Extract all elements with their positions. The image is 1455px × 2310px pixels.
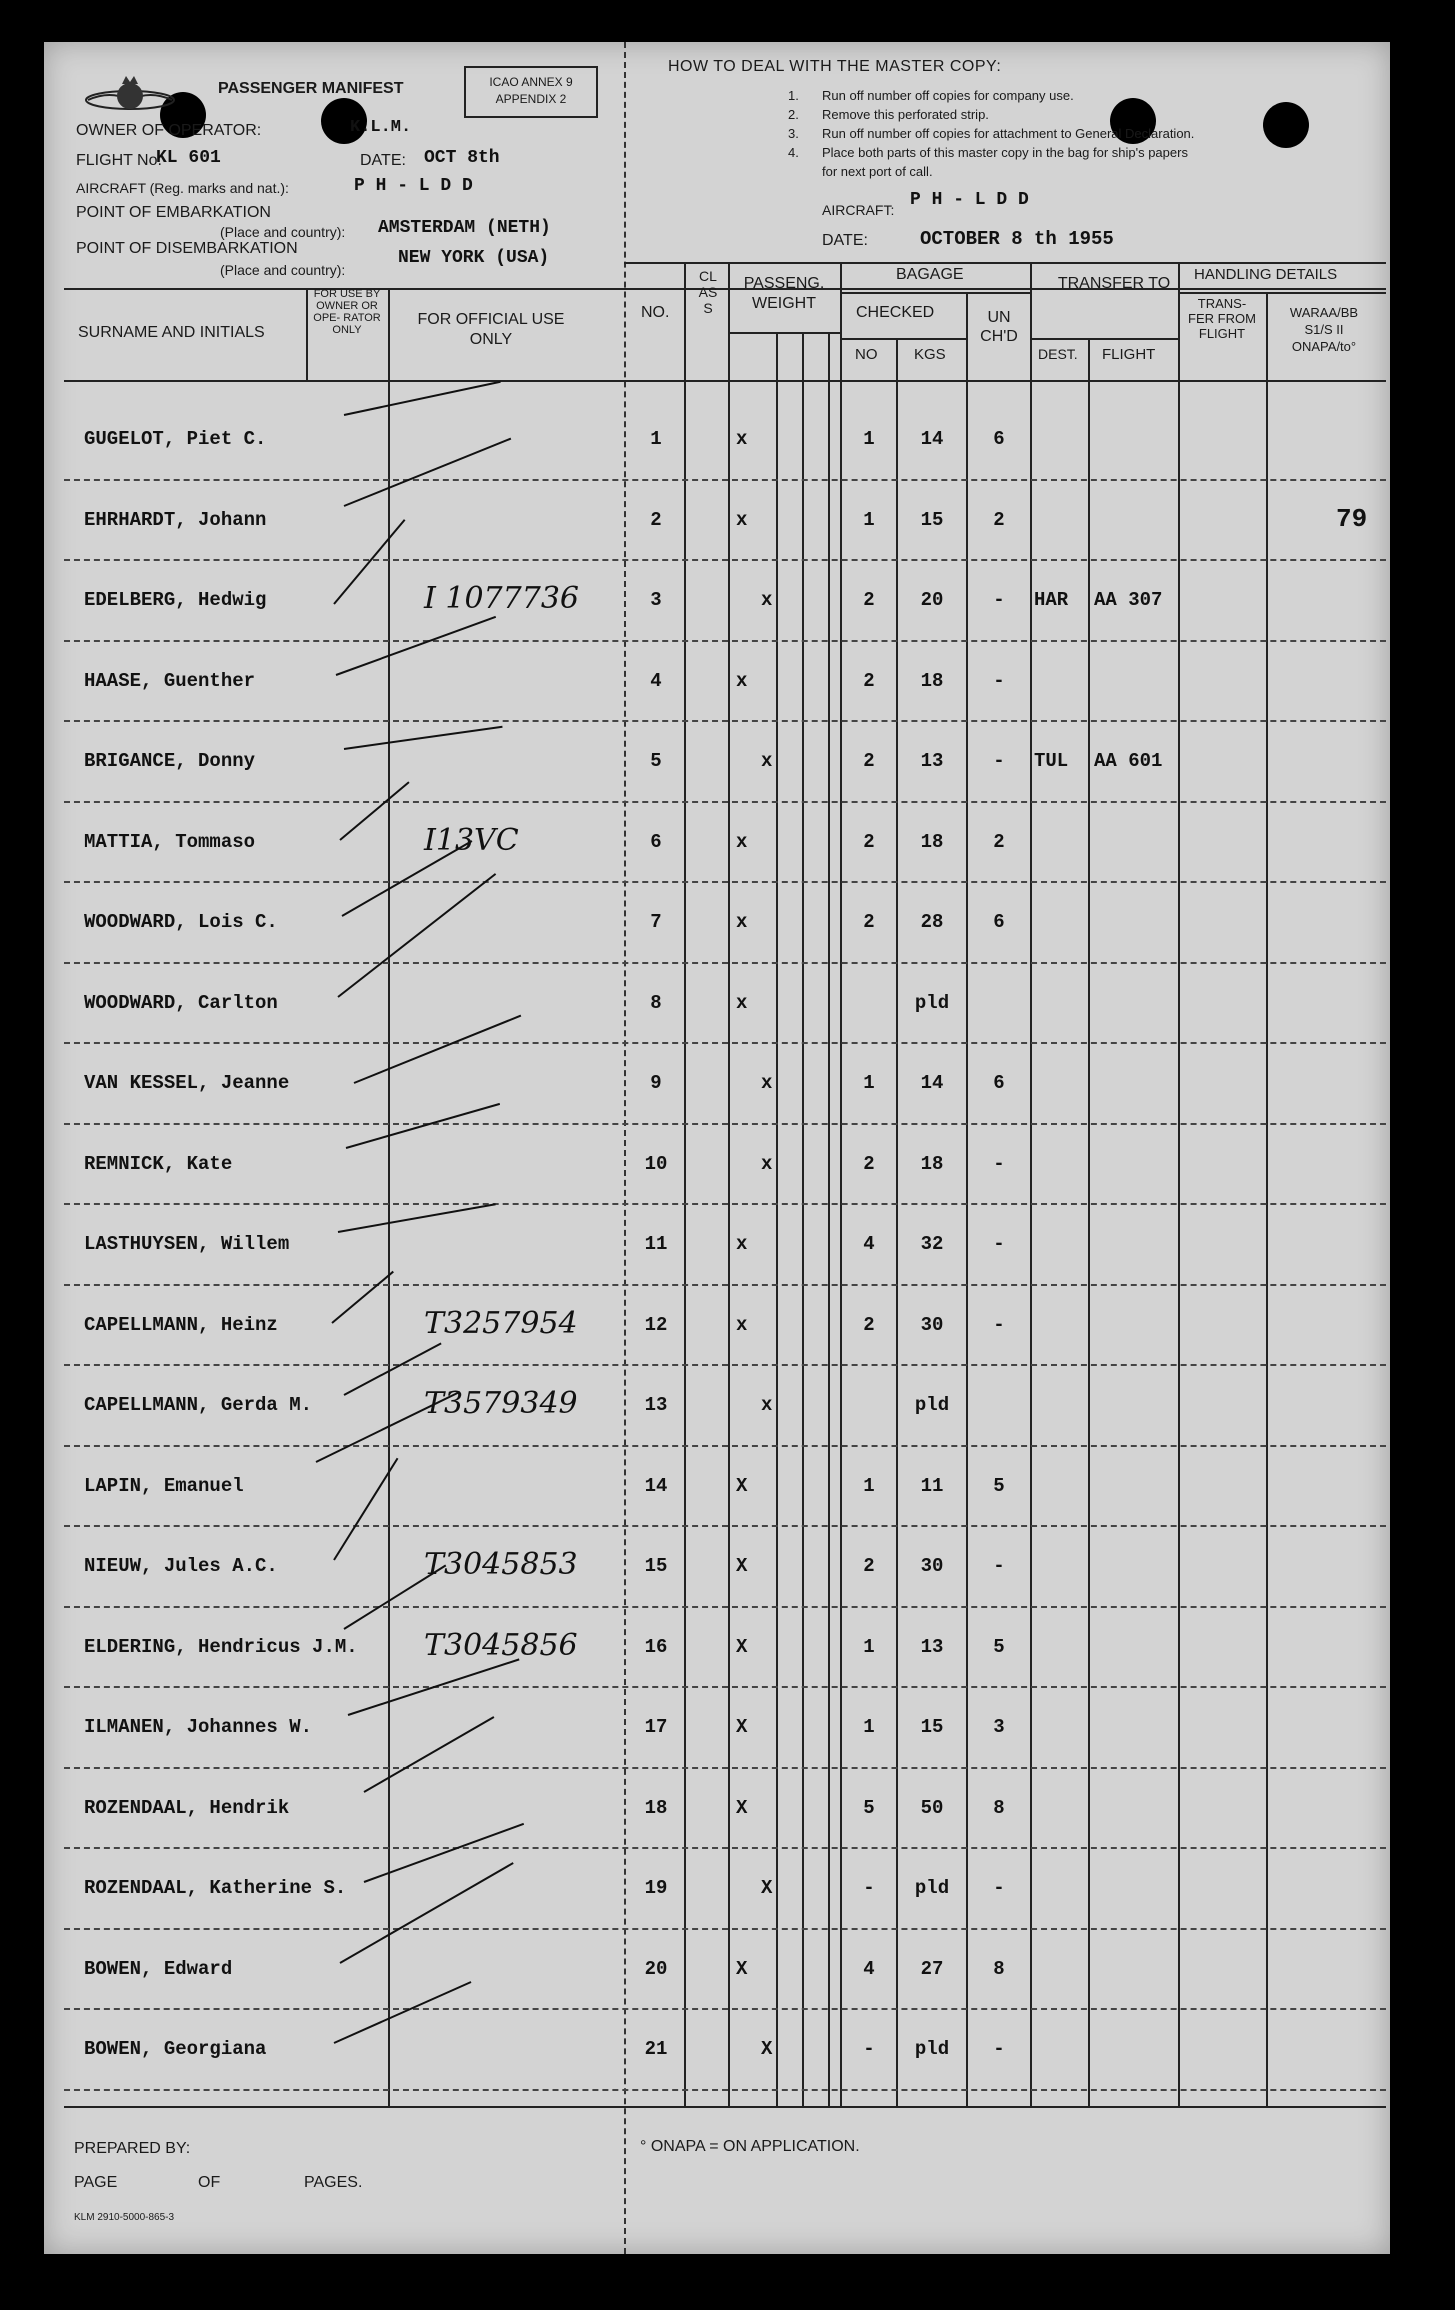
passenger-name: ILMANEN, Johannes W. <box>84 1716 313 1738</box>
bag-count: 2 <box>863 830 875 853</box>
bag-kgs: 18 <box>920 1152 944 1175</box>
bag-kgs: 13 <box>920 750 944 772</box>
handwritten-check <box>344 381 501 416</box>
passenger-name: LASTHUYSEN, Willem <box>84 1233 290 1255</box>
bag-unchecked: 6 <box>993 428 1005 450</box>
prepared-by: PREPARED BY: <box>74 2140 191 2157</box>
bag-kgs: 18 <box>920 830 944 853</box>
weight-mark: x <box>761 1072 773 1094</box>
row-divider <box>64 1606 1386 1608</box>
table-row <box>44 1851 1390 1932</box>
passenger-no: 1 <box>650 428 662 450</box>
official-number: I13VC <box>424 822 519 858</box>
table-row <box>44 966 1390 1047</box>
bag-count: 4 <box>863 1233 875 1255</box>
passenger-name: ROZENDAAL, Hendrik <box>84 1796 290 1819</box>
weight-mark: x <box>736 1313 748 1336</box>
weight-mark: x <box>761 1152 773 1175</box>
bag-count: 1 <box>863 1072 875 1094</box>
bag-unchecked: 8 <box>993 1957 1005 1980</box>
transfer-dest: TUL <box>1034 750 1069 772</box>
bag-count: 4 <box>863 1957 875 1980</box>
table-bottom-border <box>64 2106 1386 2108</box>
klm-logo <box>80 72 180 122</box>
bag-kgs: 15 <box>920 508 944 531</box>
passenger-name: CAPELLMANN, Heinz <box>84 1313 278 1336</box>
weight-mark: x <box>736 508 748 531</box>
instr-aircraft-value: P H - L D D <box>910 190 1029 210</box>
bag-kgs: 11 <box>920 1474 944 1497</box>
bag-kgs: 18 <box>920 669 944 692</box>
row-divider <box>64 1847 1386 1849</box>
table-row <box>44 1771 1390 1852</box>
bag-kgs: 32 <box>920 1233 944 1255</box>
icao-line2: APPENDIX 2 <box>495 92 567 106</box>
pages-label: PAGES. <box>304 2174 363 2191</box>
instruction-item: 4. Place both parts of this master copy in the bag for ship's papers <box>788 145 1188 160</box>
col-official: FOR OFFICIAL USE ONLY <box>417 311 565 348</box>
weight-mark: x <box>736 428 748 450</box>
bag-count: - <box>863 1877 875 1899</box>
passenger-no: 18 <box>644 1796 668 1819</box>
passenger-no: 10 <box>644 1152 668 1175</box>
weight-mark: x <box>736 830 748 853</box>
col-bagage: BAGAGE <box>896 266 964 283</box>
passenger-no: 4 <box>650 669 662 692</box>
onapa-note: ° ONAPA = ON APPLICATION. <box>640 2138 860 2155</box>
weight-mark: x <box>761 750 773 772</box>
weight-mark: X <box>736 1635 748 1658</box>
col-no: NO. <box>641 304 670 321</box>
bag-kgs: 27 <box>920 1957 944 1980</box>
punch-hole <box>1263 102 1309 148</box>
col-handling: HANDLING DETAILS <box>1194 266 1338 283</box>
bag-kgs: 28 <box>920 911 944 933</box>
passenger-name: ROZENDAAL, Katherine S. <box>84 1877 347 1899</box>
col-surname: SURNAME AND INITIALS <box>78 324 265 341</box>
bag-count: 1 <box>863 1635 875 1658</box>
passenger-name: HAASE, Guenther <box>84 669 256 692</box>
transfer-flight: AA 307 <box>1094 589 1163 611</box>
row-divider <box>64 1525 1386 1527</box>
bag-unchecked: - <box>993 589 1005 611</box>
passenger-name: ELDERING, Hendricus J.M. <box>84 1635 358 1658</box>
col-flight: FLIGHT <box>1102 346 1156 363</box>
table-row <box>44 1690 1390 1771</box>
passenger-name: BOWEN, Edward <box>84 1957 233 1980</box>
transfer-flight: AA 601 <box>1094 750 1163 772</box>
weight-mark: X <box>736 1716 748 1738</box>
disembark-label: POINT OF DISEMBARKATION <box>76 240 298 257</box>
handwritten-check <box>344 726 503 750</box>
bag-unchecked: - <box>993 2038 1005 2060</box>
icao-line1: ICAO ANNEX 9 <box>489 75 573 89</box>
grid-line <box>1178 292 1386 294</box>
instructions-list <box>788 86 1194 181</box>
weight-mark: X <box>736 1555 748 1577</box>
bag-kgs: pld <box>914 2038 950 2060</box>
table-row <box>44 1529 1390 1610</box>
row-divider <box>64 1284 1386 1286</box>
weight-mark: x <box>736 669 748 692</box>
instr-date-value: OCTOBER 8 th 1955 <box>920 228 1114 250</box>
table-row <box>44 1288 1390 1369</box>
table-row <box>44 644 1390 725</box>
bag-count: 1 <box>863 428 875 450</box>
table-row <box>44 724 1390 805</box>
weight-mark: x <box>736 1233 748 1255</box>
weight-mark: x <box>736 911 748 933</box>
grid-line <box>306 288 308 380</box>
grid-line <box>728 332 840 334</box>
passenger-name: WOODWARD, Carlton <box>84 991 278 1014</box>
weight-mark: X <box>736 1957 748 1980</box>
passenger-no: 19 <box>644 1877 668 1899</box>
handwritten-check <box>338 1203 496 1233</box>
passenger-name: CAPELLMANN, Gerda M. <box>84 1394 313 1416</box>
flight-value: KL 601 <box>156 148 221 168</box>
passenger-name: NIEUW, Jules A.C. <box>84 1555 278 1577</box>
form-number: KLM 2910-5000-865-3 <box>74 2212 175 2223</box>
manifest-title: PASSENGER MANIFEST <box>218 80 404 97</box>
grid-line <box>840 292 1030 294</box>
passenger-no: 5 <box>650 750 662 772</box>
row-divider <box>64 2089 1386 2091</box>
embark-label: POINT OF EMBARKATION <box>76 204 271 221</box>
bag-count: - <box>863 2038 875 2060</box>
passenger-no: 17 <box>644 1716 668 1738</box>
passenger-no: 9 <box>650 1072 662 1094</box>
passenger-name: MATTIA, Tommaso <box>84 830 256 853</box>
row-divider <box>64 1686 1386 1688</box>
passenger-no: 11 <box>644 1233 668 1255</box>
table-row <box>44 1368 1390 1449</box>
bag-unchecked: - <box>993 1233 1005 1255</box>
table-row <box>44 1127 1390 1208</box>
passenger-no: 14 <box>644 1474 668 1497</box>
grid-line <box>1030 338 1178 340</box>
row-divider <box>64 1445 1386 1447</box>
bag-unchecked: - <box>993 1313 1005 1336</box>
passenger-name: EHRHARDT, Johann <box>84 508 267 531</box>
bag-count: 2 <box>863 1555 875 1577</box>
col-checked-kgs: KGS <box>914 346 946 363</box>
col-weight: PASSENG. WEIGHT <box>743 275 825 312</box>
row-divider <box>64 2008 1386 2010</box>
table-row <box>44 885 1390 966</box>
owner-value: K.L.M. <box>350 118 412 137</box>
disembark-value: NEW YORK (USA) <box>398 248 550 268</box>
table-row <box>44 483 1390 564</box>
bag-count: 2 <box>863 589 875 611</box>
weight-mark: x <box>761 1394 773 1416</box>
col-unchd: UN CH'D <box>980 309 1018 345</box>
col-checked: CHECKED <box>856 304 935 321</box>
official-number: T3579349 <box>424 1386 578 1421</box>
manifest-sheet <box>44 42 1390 2254</box>
row-divider <box>64 1042 1386 1044</box>
row-divider <box>64 559 1386 561</box>
instr-date-label: DATE: <box>822 232 868 249</box>
col-class: CLASS <box>698 268 718 316</box>
weight-mark: X <box>736 1796 748 1819</box>
bag-kgs: 30 <box>920 1555 944 1577</box>
bag-unchecked: 5 <box>993 1474 1005 1497</box>
passenger-name: VAN KESSEL, Jeanne <box>84 1072 290 1094</box>
instruction-item: 1. Run off number off copies for company use. <box>788 88 1074 103</box>
row-divider <box>64 479 1386 481</box>
passenger-name: GUGELOT, Piet C. <box>84 428 267 450</box>
grid-line <box>624 262 1386 264</box>
embark-sub: (Place and country): <box>220 224 346 240</box>
passenger-no: 6 <box>650 830 662 853</box>
col-transfer-from: TRANS- FER FROM FLIGHT <box>1188 296 1256 341</box>
weight-mark: x <box>761 589 773 611</box>
bag-unchecked: 6 <box>993 1072 1005 1094</box>
bag-count: 2 <box>863 1152 875 1175</box>
bag-unchecked: 2 <box>993 830 1005 853</box>
table-row <box>44 1046 1390 1127</box>
passenger-no: 20 <box>644 1957 668 1980</box>
flight-label: FLIGHT No. <box>76 152 162 169</box>
passenger-no: 16 <box>644 1635 668 1658</box>
passenger-no: 21 <box>644 2038 668 2060</box>
bag-unchecked: 2 <box>993 508 1005 531</box>
bag-count: 1 <box>863 1716 875 1738</box>
table-row <box>44 1207 1390 1288</box>
table-header-bottom <box>64 380 1386 382</box>
date-value: OCT 8th <box>424 148 500 168</box>
instruction-item: 2. Remove this perforated strip. <box>788 107 989 122</box>
row-divider <box>64 1123 1386 1125</box>
of-label: OF <box>198 2174 221 2191</box>
row-divider <box>64 640 1386 642</box>
bag-kgs: 15 <box>920 1716 944 1738</box>
bag-count: 2 <box>863 911 875 933</box>
disembark-sub: (Place and country): <box>220 262 346 278</box>
table-row <box>44 1449 1390 1530</box>
bag-count: 1 <box>863 508 875 531</box>
passenger-no: 2 <box>650 508 662 531</box>
official-number: T3045853 <box>424 1547 578 1582</box>
transfer-dest: HAR <box>1034 589 1069 611</box>
passenger-no: 12 <box>644 1313 668 1336</box>
passenger-name: LAPIN, Emanuel <box>84 1474 244 1497</box>
bag-count: 5 <box>863 1796 875 1819</box>
row-divider <box>64 720 1386 722</box>
bag-kgs: pld <box>914 1394 950 1416</box>
bag-unchecked: 6 <box>993 911 1005 933</box>
col-transfer: TRANSFER TO <box>1057 275 1171 292</box>
bag-kgs: pld <box>914 991 950 1014</box>
icao-box <box>464 66 598 118</box>
col-waraa: WARAA/BB S1/S II ONAPA/to° <box>1289 305 1359 354</box>
bag-count: 2 <box>863 750 875 772</box>
bag-count: 2 <box>863 669 875 692</box>
row-divider <box>64 1767 1386 1769</box>
embark-value: AMSTERDAM (NETH) <box>378 218 551 238</box>
table-row <box>44 2012 1390 2093</box>
aircraft-label: AIRCRAFT (Reg. marks and nat.): <box>76 180 289 196</box>
row-divider <box>64 801 1386 803</box>
instruction-item: for next port of call. <box>822 164 933 179</box>
weight-mark: X <box>736 1474 748 1497</box>
passenger-name: BOWEN, Georgiana <box>84 2038 267 2060</box>
official-number: I 1077736 <box>424 581 579 616</box>
row-divider <box>64 1364 1386 1366</box>
passenger-no: 13 <box>644 1394 668 1416</box>
bag-count: 1 <box>863 1474 875 1497</box>
passenger-no: 8 <box>650 991 662 1014</box>
passenger-no: 15 <box>644 1555 668 1577</box>
table-row <box>44 1932 1390 2013</box>
bag-unchecked: - <box>993 1877 1005 1899</box>
bag-unchecked: - <box>993 669 1005 692</box>
bag-unchecked: 3 <box>993 1716 1005 1738</box>
bag-unchecked: 8 <box>993 1796 1005 1819</box>
col-for-use: FOR USE BY OWNER OR OPE- RATOR ONLY <box>313 288 381 336</box>
aircraft-value: P H - L D D <box>354 176 473 196</box>
grid-line <box>840 338 966 340</box>
row-divider <box>64 962 1386 964</box>
official-number: T3257954 <box>424 1305 578 1341</box>
bag-unchecked: - <box>993 1152 1005 1175</box>
bag-kgs: pld <box>914 1877 950 1899</box>
bag-unchecked: - <box>993 1555 1005 1577</box>
weight-mark: x <box>736 991 748 1014</box>
passenger-name: REMNICK, Kate <box>84 1152 233 1175</box>
row-divider <box>64 1203 1386 1205</box>
bag-kgs: 20 <box>920 589 944 611</box>
instructions-title: HOW TO DEAL WITH THE MASTER COPY: <box>668 58 1002 75</box>
bag-unchecked: - <box>993 750 1005 772</box>
passenger-name: WOODWARD, Lois C. <box>84 911 278 933</box>
table-row <box>44 402 1390 483</box>
page-label: PAGE <box>74 2174 118 2191</box>
instruction-item: 3. Run off number off copies for attachment to General Declaration. <box>788 126 1195 141</box>
bag-kgs: 13 <box>920 1635 944 1658</box>
bag-kgs: 14 <box>920 428 944 450</box>
page-number: 79 <box>1336 504 1368 534</box>
date-label: DATE: <box>360 152 406 169</box>
passenger-no: 3 <box>650 589 662 611</box>
table-row <box>44 1610 1390 1691</box>
instr-aircraft-label: AIRCRAFT: <box>822 202 895 218</box>
table-top-border <box>64 288 1386 290</box>
bag-kgs: 14 <box>920 1072 944 1094</box>
col-checked-no: NO <box>855 346 878 363</box>
official-number: T3045856 <box>424 1627 578 1663</box>
weight-mark: X <box>761 2038 773 2060</box>
owner-label: OWNER OF OPERATOR: <box>76 122 262 139</box>
bag-kgs: 50 <box>920 1796 944 1819</box>
weight-mark: X <box>761 1877 773 1899</box>
table-row <box>44 563 1390 644</box>
bag-kgs: 30 <box>920 1313 944 1336</box>
passenger-name: BRIGANCE, Donny <box>84 750 256 772</box>
table-row <box>44 805 1390 886</box>
row-divider <box>64 881 1386 883</box>
passenger-no: 7 <box>650 911 662 933</box>
col-dest: DEST. <box>1038 346 1078 362</box>
passenger-name: EDELBERG, Hedwig <box>84 589 267 611</box>
bag-count: 2 <box>863 1313 875 1336</box>
row-divider <box>64 1928 1386 1930</box>
bag-unchecked: 5 <box>993 1635 1005 1658</box>
